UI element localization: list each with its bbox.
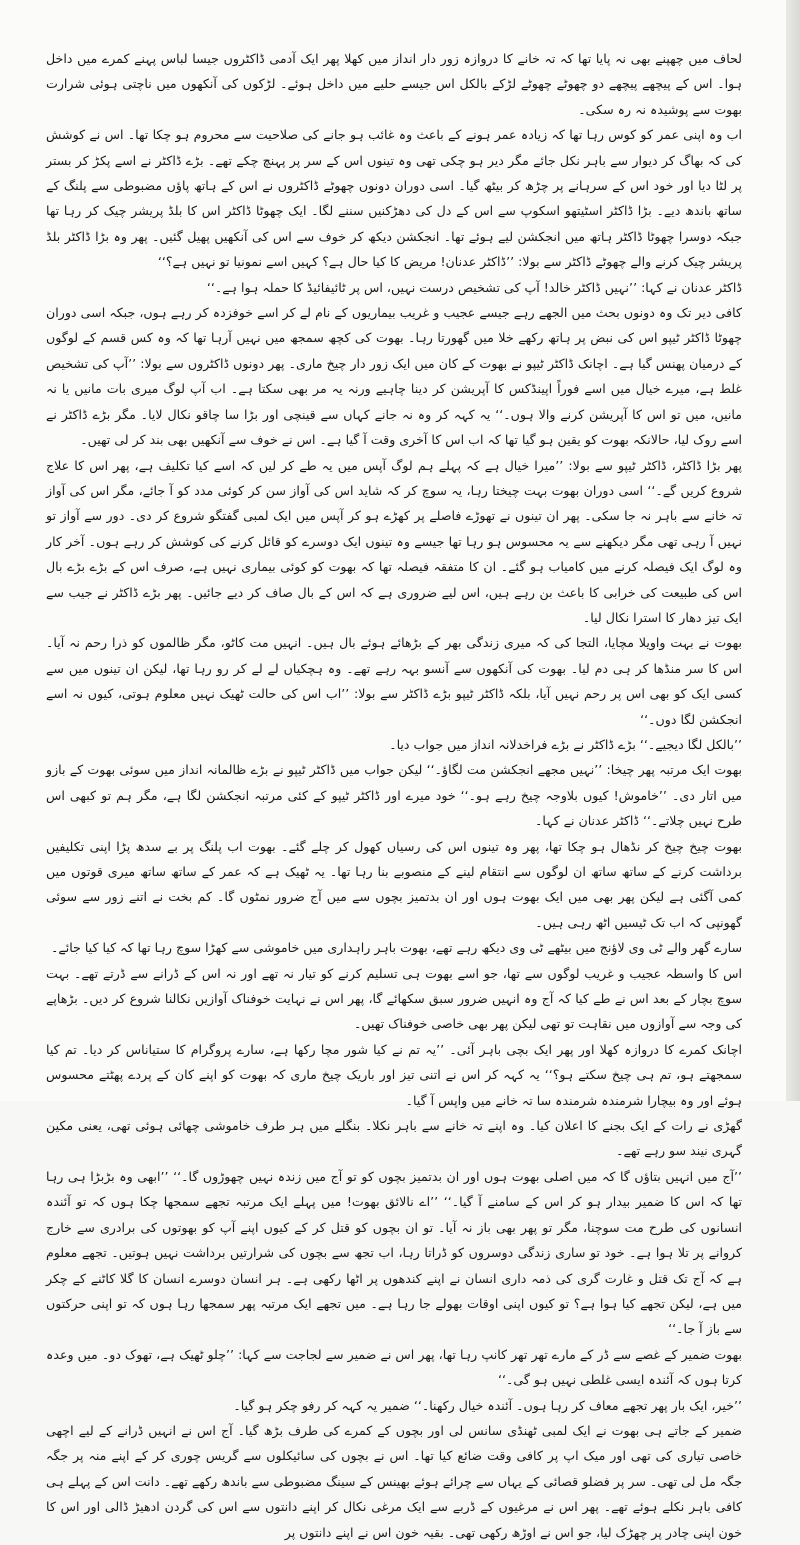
paragraph: ضمیر کے جاتے ہی بھوت نے ایک لمبی ٹھنڈی سانس لی اور بچوں کے کمرے کی طرف بڑھ گیا۔ آج اس نے انہیں ڈرانے کے لیے اچھی خاصی تیاری کی تھی اور میک اپ پر کافی وقت ضائع کیا تھا۔ اس نے بچوں کی سائیکلوں سے گریس چوری کر کے اپنے منہ پر جگہ جگہ مل لی تھی۔ سر پر فضلو قصائی کے یہاں سے چرائے ہوئے بھینس کے سینگ مضبوطی سے باندھ رکھے تھے۔ دانت اس کے پہلے ہی کافی باہر نکلے ہوئے تھے۔ پھر اس نے مرغیوں کے ڈربے سے ایک مرغی نکال کر اپنے دانتوں سے اس کی گردن ادھیڑ ڈالی اور اس کا خون اپنی چادر پر چھڑک لیا، جو اس نے اوڑھ رکھی تھی۔ بقیہ خون اس نے اپنے دانتوں پر [46, 1422, 742, 1540]
paragraph: بھوت ضمیر کے غصے سے ڈر کے مارے تھر تھر کانپ رہا تھا، پھر اس نے ضمیر سے لجاجت سے کہا: ’’چلو ٹھیک ہے، تھوک دو۔ میں وعدہ کرتا ہوں کہ آئندہ ایسی غلطی نہیں ہو گی۔‘‘ [46, 1346, 742, 1388]
paragraph: اس کا واسطہ عجیب و غریب لوگوں سے تھا، جو اسے بھوت ہی تسلیم کرنے کو تیار نہ تھے اور نہ اس کے ڈرانے سے ڈرتے تھے۔ بہت سوچ بچار کے بعد اس نے طے کیا کہ آج وہ انہیں ضرور سبق سکھائے گا، پھر اس نے نہایت خوفناک آوازیں نکالنا شروع کر دیں۔ بڑھاپے کی وجہ سے آوازوں میں نقاہت تو تھی لیکن پھر بھی خاصی خوفناک تھیں۔ [46, 965, 742, 1032]
paragraph: پھر بڑا ڈاکٹر، ڈاکٹر ٹیپو سے بولا: ’’میرا خیال ہے کہ پہلے ہم لوگ آپس میں یہ طے کر لیں کہ اسے کیا تکلیف ہے، پھر اس کا علاج شروع کریں گے۔‘‘ اسی دوران بھوت بہت چیختا رہا، یہ سوچ کر کہ شاید اس کی آواز سن کر کوئی مدد کو آ جائے، مگر اس کی آواز تہ خانے سے باہر نہ جا سکی۔ پھر ان تینوں نے تھوڑے فاصلے پر کھڑے ہو کر آپس میں ایک لمبی گفتگو شروع کر دی۔ دور سے آواز تو نہیں آ رہی تھی مگر دیکھنے سے یہ محسوس ہو رہا تھا جیسے وہ تینوں ایک دوسرے کو قائل کرنے کی کوشش کر رہے ہوں۔ آخر کار وہ لوگ ایک فیصلہ کرنے میں کامیاب ہو گئے۔ ان کا متفقہ فیصلہ تھا کہ بھوت کو کوئی بیماری نہیں ہے، صرف اس کے بڑے بڑے بال اس کی طبیعت کی خرابی کا باعث بن رہے ہیں، اس لیے ضروری ہے کہ اس کے بال صاف کر دیے جائیں۔ پھر بڑے ڈاکٹر نے جیب سے ایک تیز دھار کا استرا نکال لیا۔ [46, 457, 742, 625]
story-text [46, 46, 742, 1545]
paragraph: ’’خیر، ایک بار پھر تجھے معاف کر رہا ہوں۔ آئندہ خیال رکھنا۔‘‘ ضمیر یہ کہہ کر رفو چکر ہو گیا۔ [233, 1397, 742, 1413]
paragraph: اچانک کمرے کا دروازہ کھلا اور پھر ایک بچی باہر آئی۔ ’’یہ تم نے کیا شور مچا رکھا ہے، سارے پروگرام کا ستیاناس کر دیا۔ تم کیا سمجھتے ہو، تم ہی چیخ سکتے ہو؟‘‘ یہ کہہ کر اس نے اتنی تیز اور باریک چیخ ماری کہ بھوت کو اپنے کان کے پردے پھٹتے محسوس ہوئے اور وہ بیچارا شرمندہ شرمندہ سا تہ خانے میں واپس آ گیا۔ [46, 1041, 742, 1108]
paragraph: سارے گھر والے ٹی وی لاؤنج میں بیٹھے ٹی وی دیکھ رہے تھے، بھوت باہر راہداری میں خاموشی سے کھڑا سوچ رہا تھا کہ کیا کیا جائے۔ [50, 940, 742, 956]
paragraph: بھوت چیخ چیخ کر نڈھال ہو چکا تھا، پھر وہ تینوں اس کی رسیاں کھول کر چلے گئے۔ بھوت اب پلنگ پر بے سدھ پڑا اپنی تکلیفیں برداشت کرنے کے ساتھ ساتھ ان لوگوں سے انتقام لینے کے منصوبے بنا رہا تھا۔ یہ ٹھیک ہے کہ عمر کے ساتھ ساتھ میری قوتوں میں کمی آگئی ہے لیکن پھر بھی میں ایک بھوت ہوں اور ان بدتمیز بچوں سے میں آج ضرور نمٹوں گا۔ کم بخت نے اتنے زور سے سوئی گھونپی کہ اب تک ٹیسیں اٹھ رہی ہیں۔ [46, 838, 742, 930]
paragraph: ’’بالکل لگا دیجیے۔‘‘ بڑے ڈاکٹر نے بڑے فراخدلانہ انداز میں جواب دیا۔ [389, 736, 742, 752]
paragraph: لحاف میں چھپنے بھی نہ پایا تھا کہ تہ خانے کا دروازہ زور دار انداز میں کھلا پھر ایک آدمی ڈاکٹروں جیسا لباس پہنے کمرے میں داخل ہوا۔ اس کے پیچھے پیچھے دو چھوٹے چھوٹے لڑکے بالکل اس جیسے حلیے میں داخل ہوئے۔ لڑکوں کی آنکھوں میں ناچتی ہوئی شرارت بھوت سے پوشیدہ نہ رہ سکی۔ [46, 51, 742, 117]
paragraph: اب وہ اپنی عمر کو کوس رہا تھا کہ زیادہ عمر ہونے کے باعث وہ غائب ہو جانے کی صلاحیت سے محروم ہو چکا تھا۔ اس نے کوشش کی کہ بھاگ کر دیوار سے باہر نکل جائے مگر دیر ہو چکی تھی وہ تینوں اس کے سر پر پہنچ چکے تھے۔ بڑے ڈاکٹر نے اسے پکڑ کر بستر پر لٹا دیا اور خود اس کے سرہانے پر چڑھ کر بیٹھ گیا۔ اسی دوران دونوں چھوٹے ڈاکٹروں نے اس کے ہاتھ پاؤں مضبوطی سے پلنگ کے ساتھ باندھ دیے۔ بڑا ڈاکٹر اسٹیتھو اسکوپ سے اس کے دل کی دھڑکنیں سننے لگا۔ ایک چھوٹا ڈاکٹر اس کا بلڈ پریشر چیک کر رہا تھا جبکہ دوسرا چھوٹا ڈاکٹر ہاتھ میں انجکشن لیے ہوئے تھا۔ انجکشن دیکھ کر خوف سے اس کی آنکھیں پھیل گئیں۔ پھر وہ بڑا ڈاکٹر بلڈ پریشر چیک کرنے والے چھوٹے ڈاکٹر سے بولا: ’’ڈاکٹر عدنان! مریض کا کیا حال ہے؟ کہیں اسے نمونیا تو نہیں ہے؟‘‘ [46, 127, 742, 270]
paragraph: ’’آج میں انہیں بتاؤں گا کہ میں اصلی بھوت ہوں اور ان بدتمیز بچوں کو تو آج میں زندہ نہیں چھوڑوں گا۔‘‘ ’’ابھی وہ بڑبڑا ہی رہا تھا کہ اس کا ضمیر بیدار ہو کر اس کے سامنے آ گیا۔‘‘ ’’اے نالائق بھوت! میں پہلے ایک مرتبہ تجھے سمجھا چکا ہوں کہ تو آئندہ انسانوں کی طرح مت سوچنا، مگر تو پھر بھی باز نہ آیا۔ تو ان بچوں کو قتل کر کے کیوں اپنے آپ کو بھوتوں کی برادری سے خارج کروانے پر تلا ہوا ہے۔ خود تو ساری زندگی دوسروں کو ڈراتا رہا، اب تجھ سے بچوں کی شرارتیں برداشت نہیں ہوتیں۔ تجھے معلوم ہے کہ آج تک قتل و غارت گری کی ذمہ داری انسان نے اپنے کندھوں پر اٹھا رکھی ہے۔ ہر انسان دوسرے انسان کا گلا کاٹنے کے چکر میں ہے، لیکن تجھے کیا ہوا ہے؟ تو کیوں اپنی اوقات بھولے جا رہا ہے۔ میں تجھے ایک مرتبہ پھر سمجھا رہا ہوں کہ تو اپنی حرکتوں سے باز آ جا۔‘‘ [46, 1168, 742, 1337]
paragraph: گھڑی نے رات کے ایک بجنے کا اعلان کیا۔ وہ اپنے تہ خانے سے باہر نکلا۔ بنگلے میں ہر طرف خاموشی چھائی ہوئی تھی، یعنی مکین گہری نیند سو رہے تھے۔ [46, 1118, 742, 1159]
paragraph: بھوت ایک مرتبہ پھر چیخا: ’’نہیں مجھے انجکشن مت لگاؤ۔‘‘ لیکن جواب میں ڈاکٹر ٹیپو نے بڑے ظالمانہ انداز میں سوئی بھوت کے بازو میں اتار دی۔ ’’خاموش! کیوں بلاوجہ چیخ رہے ہو۔‘‘ خود میرے اور ڈاکٹر ٹیپو کے کئی مرتبہ انجکشن لگا ہے، مگر ہم تو کبھی اس طرح نہیں چلاتے۔‘‘ ڈاکٹر عدنان نے کہا۔ [46, 762, 742, 829]
page-edge-shadow [786, 0, 800, 1101]
paragraph: بھوت نے بہت واویلا مچایا، التجا کی کہ میری زندگی بھر کے بڑھائے ہوئے بال ہیں۔ انہیں مت کاٹو، مگر ظالموں کو ذرا رحم نہ آیا۔ اس کا سر منڈھا کر ہی دم لیا۔ بھوت کی آنکھوں سے آنسو بہہ رہے تھے۔ وہ ہچکیاں لے لے کر رو رہا تھا، لیکن ان تینوں میں سے کسی ایک کو بھی اس پر رحم نہیں آیا، بلکہ ڈاکٹر ٹیپو بڑے ڈاکٹر سے بولا: ’’اب اس کی حالت ٹھیک نہیں معلوم ہوتی، کیوں نہ اسے انجکشن لگا دوں۔‘‘ [46, 635, 742, 727]
paragraph: کافی دیر تک وہ دونوں بحث میں الجھے رہے جیسے عجیب و غریب بیماریوں کے نام لے کر اسے خوفزدہ کر رہے ہوں، جبکہ اسی دوران چھوٹا ڈاکٹر ٹیپو اس کی نبض پر ہاتھ رکھے خلا میں گھورتا رہا۔ بھوت کی کچھ سمجھ میں نہیں آرہا تھا کہ وہ کس قسم کے لوگوں کے درمیان پھنس گیا ہے۔ اچانک ڈاکٹر ٹیپو نے بھوت کے کان میں ایک زور دار چیخ ماری۔ پھر دونوں ڈاکٹروں سے بولا: ’’آپ کی تشخیص غلط ہے، میرے خیال میں اسے فوراً اپینڈکس کا آپریشن کر دینا چاہیے ورنہ یہ مر بھی سکتا ہے۔ اب آپ لوگ میری بات مانیں یا نہ مانیں، میں تو اس کا آپریشن کرنے والا ہوں۔‘‘ یہ کہہ کر وہ نہ جانے کہاں سے قینچی اور بڑا سا چاقو نکال لایا۔ مگر بڑے ڈاکٹر نے اسے روک لیا، حالانکہ بھوت کو یقین ہو گیا تھا کہ اب اس کا آخری وقت آ گیا ہے۔ اس نے خوف سے آنکھیں بھی بند کر لی تھیں۔ [46, 305, 742, 448]
paragraph: ڈاکٹر عدنان نے کہا: ’’نہیں ڈاکٹر خالد! آپ کی تشخیص درست نہیں، اس پر ٹائیفائیڈ کا حملہ ہوا ہے۔‘‘ [206, 279, 742, 295]
